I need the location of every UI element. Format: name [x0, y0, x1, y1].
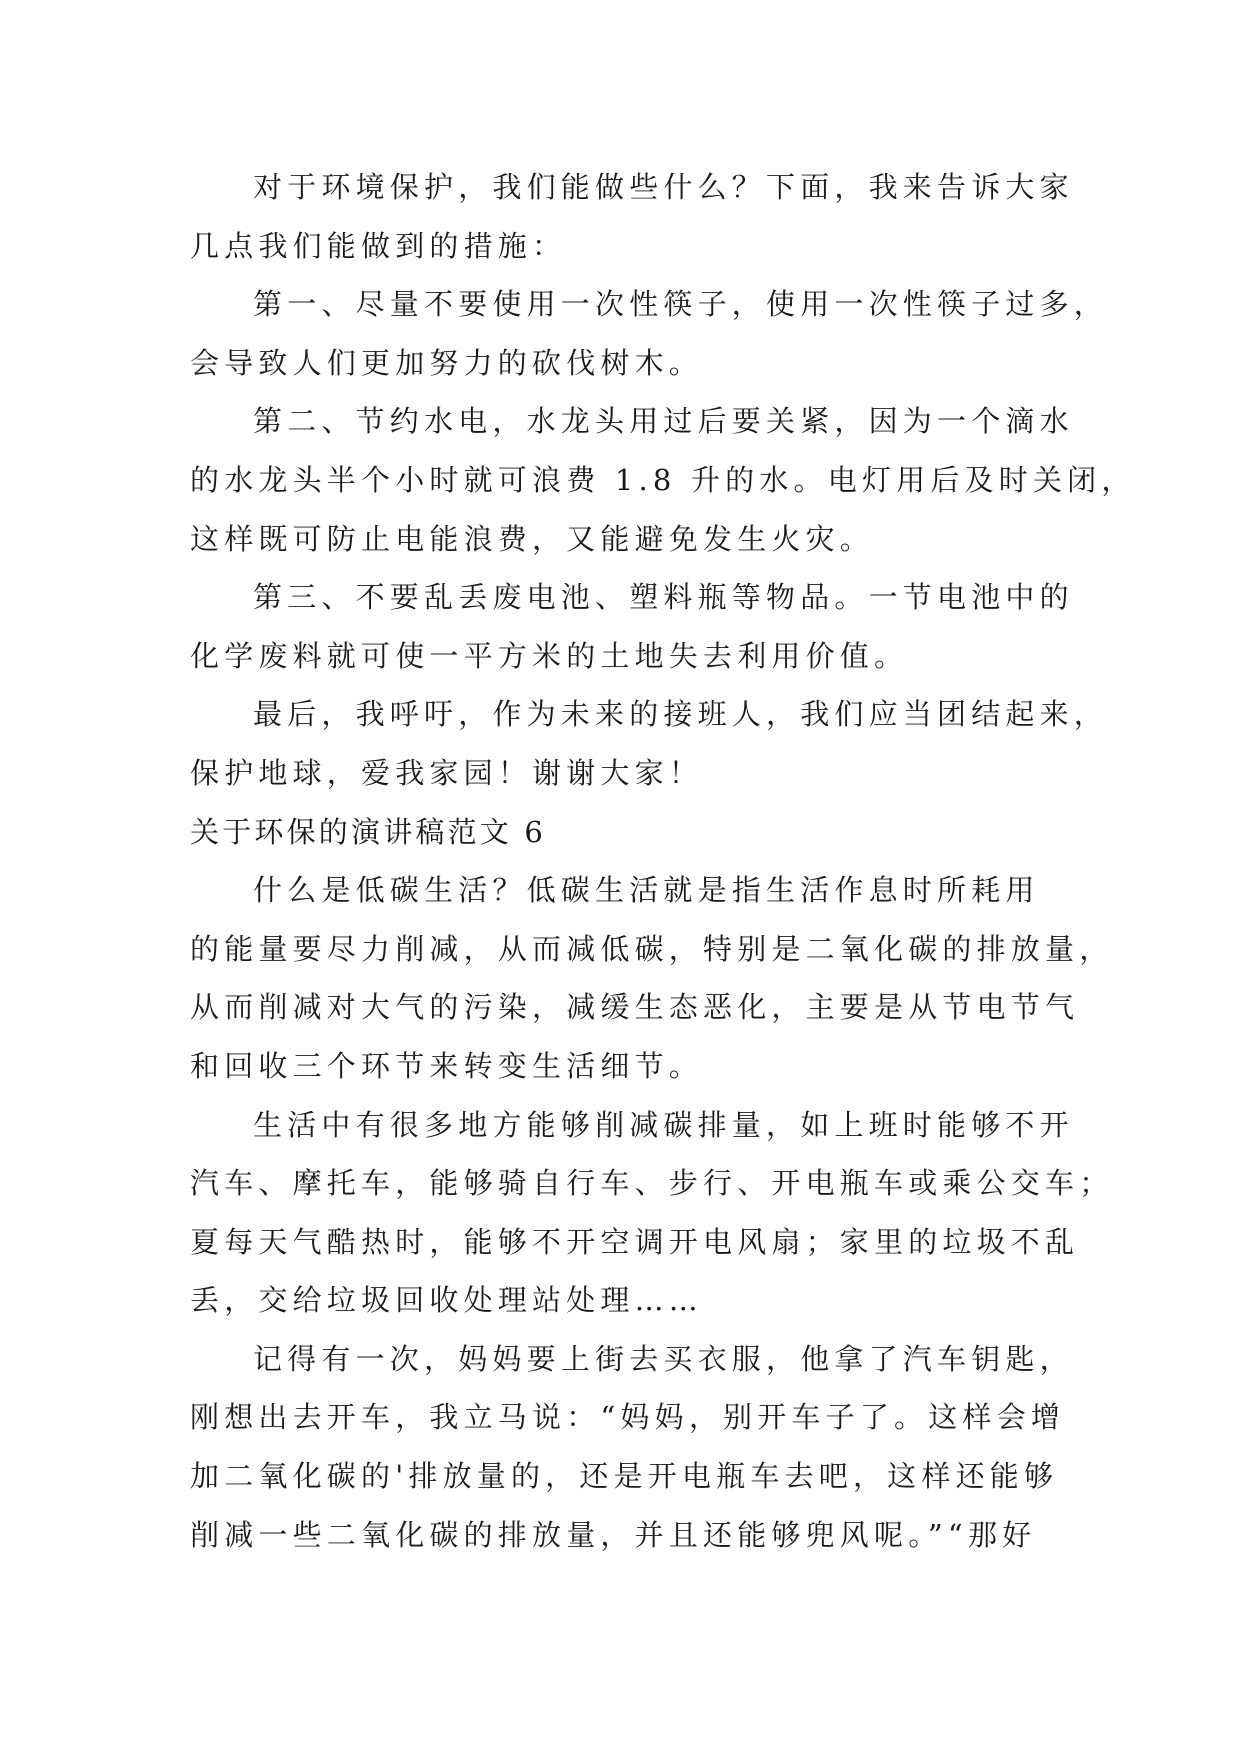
document-page: [190, 158, 1136, 1564]
paragraph-line: 最后，我呼吁，作为未来的接班人，我们应当团结起来，: [253, 697, 1109, 732]
paragraph-line: 什么是低碳生活？低碳生活就是指生活作息时所耗用: [253, 873, 1040, 908]
paragraph-line: 保护地球，爱我家园！谢谢大家！: [190, 755, 704, 790]
section-heading: 关于环保的演讲稿范文 6: [190, 814, 547, 849]
paragraph-line: 第一、尽量不要使用一次性筷子，使用一次性筷子过多，: [253, 287, 1109, 322]
paragraph-line: 的能量要尽力削减，从而减低碳，特别是二氧化碳的排放量，: [190, 931, 1114, 966]
paragraph-line: 第二、节约水电，水龙头用过后要关紧，因为一个滴水: [253, 404, 1074, 439]
paragraph-line: 对于环境保护，我们能做些什么？下面，我来告诉大家: [253, 170, 1074, 204]
paragraph-line: 第三、不要乱丢废电池、塑料瓶等物品。一节电池中的: [253, 580, 1074, 615]
paragraph-line: 这样既可防止电能浪费，又能避免发生火灾。: [190, 521, 875, 556]
paragraph-line: 和回收三个环节来转变生活细节。: [190, 1048, 704, 1083]
paragraph-line: 汽车、摩托车，能够骑自行车、步行、开电瓶车或乘公交车；: [190, 1166, 1114, 1201]
paragraph-line: 会导致人们更加努力的砍伐树木。: [190, 345, 704, 380]
paragraph-line: 刚想出去开车，我立马说：“妈妈，别开车子了。这样会增: [190, 1400, 1066, 1435]
paragraph-line: 化学废料就可使一平方米的土地失去利用价值。: [190, 638, 909, 673]
paragraph-line: 的水龙头半个小时就可浪费 1.8 升的水。电灯用后及时关闭，: [190, 462, 1136, 497]
paragraph-line: 从而削减对大气的污染，减缓生态恶化，主要是从节电节气: [190, 990, 1080, 1025]
paragraph-line: 生活中有很多地方能够削减碳排量，如上班时能够不开: [253, 1107, 1074, 1142]
paragraph-line: 丢，交给垃圾回收处理站处理……: [190, 1283, 704, 1318]
paragraph-line: 几点我们能做到的措施：: [190, 228, 567, 263]
paragraph-line: 削减一些二氧化碳的排放量，并且还能够兜风呢。”“那好: [190, 1517, 1037, 1552]
paragraph-line: 加二氧化碳的'排放量的，还是开电瓶车去吧，这样还能够: [190, 1459, 1059, 1494]
paragraph-line: 夏每天气酷热时，能够不开空调开电风扇；家里的垃圾不乱: [190, 1224, 1080, 1259]
paragraph-line: 记得有一次，妈妈要上街去买衣服，他拿了汽车钥匙，: [253, 1341, 1074, 1376]
